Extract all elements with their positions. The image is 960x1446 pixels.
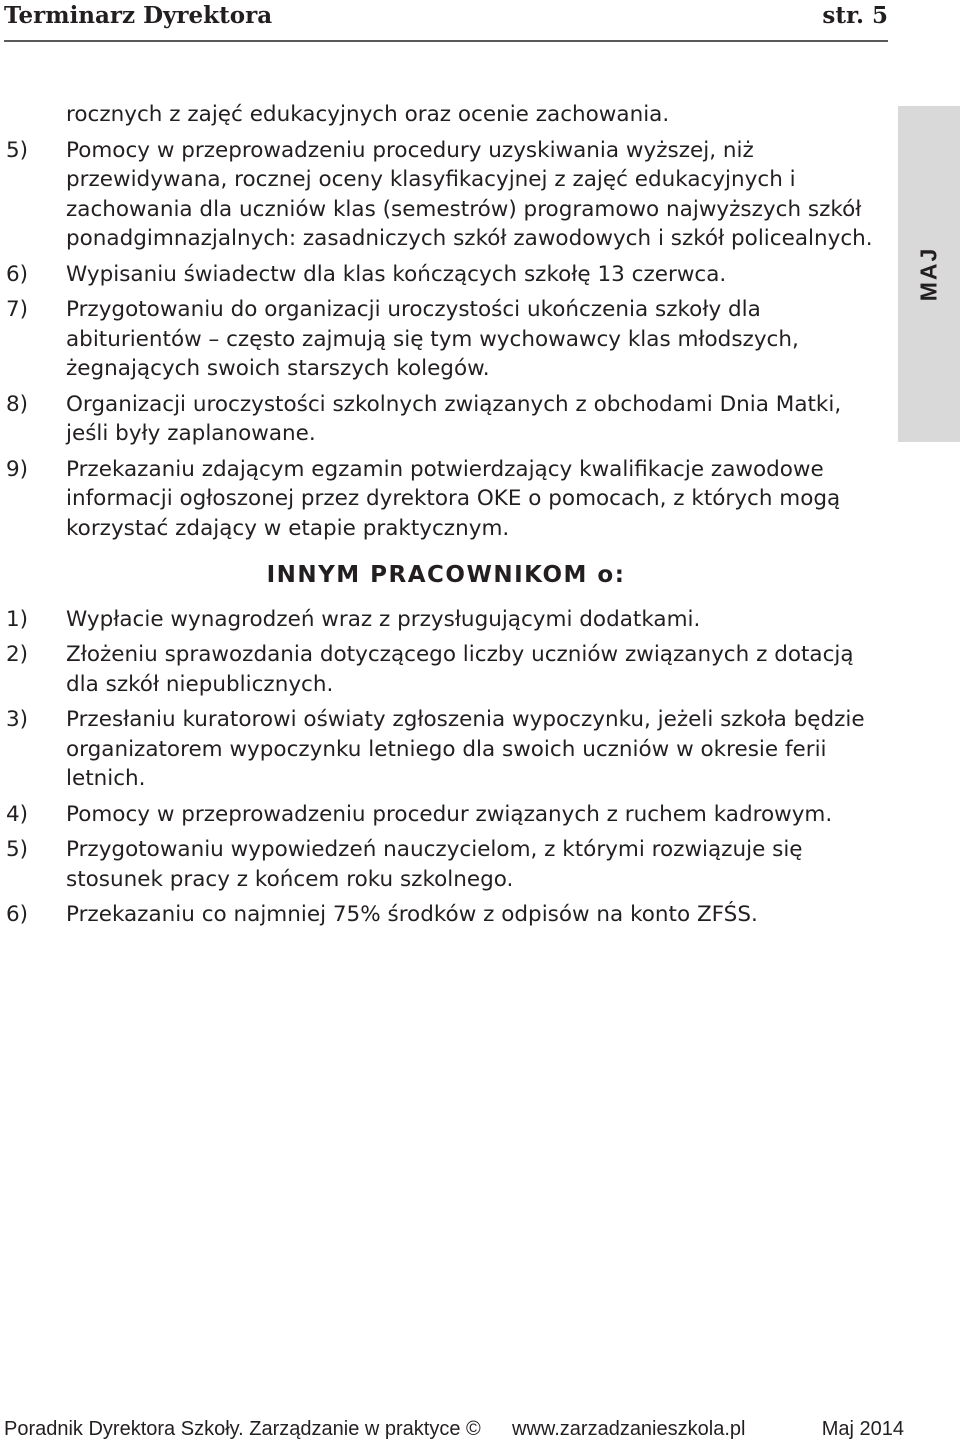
list-item-number: 1) xyxy=(6,606,29,632)
list-item-text: Wypisaniu świadectw dla klas kończących szkołę 13 czerwca. xyxy=(66,261,727,287)
list-item xyxy=(6,455,886,544)
header-title: Terminarz Dyrektora xyxy=(4,2,273,29)
list-item-text: Przygotowaniu wypowiedzeń nauczycielom, z którymi rozwiązuje się stosunek pracy z końcem roku szkolnego. xyxy=(66,837,803,892)
task-list-1 xyxy=(6,136,886,544)
list-item xyxy=(6,390,886,449)
list-item-number: 9) xyxy=(6,456,29,482)
list-item-number: 3) xyxy=(6,707,29,732)
page-header xyxy=(4,0,888,42)
list-item xyxy=(6,136,886,254)
list-item-number: 8) xyxy=(6,391,29,417)
list-item-number: 7) xyxy=(6,297,29,322)
list-item-number: 6) xyxy=(6,902,29,927)
list-item xyxy=(6,835,886,894)
list-item-number: 2) xyxy=(6,642,29,667)
list-item xyxy=(6,900,886,930)
footer-publication: Poradnik Dyrektora Szkoły. Zarządzanie w praktyce © xyxy=(4,1418,481,1440)
list-item xyxy=(6,260,886,290)
list-item-text: Pomocy w przeprowadzeniu procedury uzyskiwania wyższej, niż przewidywana, rocznej oceny klasyfikacyjnej z zajęć edukacyjnych i zachowania dla uczniów klas (semestrów) programowo najwyższych szkół ponadgimnazjalnych: zasadniczych szkół zawodowych i szkół policealnych. xyxy=(66,137,873,251)
list-item-number: 5) xyxy=(6,137,29,163)
list-item-text: Przekazaniu zdającym egzamin potwierdzający kwalifikacje zawodowe informacji ogłoszonej przez dyrektora OKE o pomocach, z których mogą korzystać zdający w etapie praktycznym. xyxy=(66,456,841,541)
task-list-2 xyxy=(6,605,886,930)
month-tab-label: MAJ xyxy=(915,246,942,302)
section-heading: INNYM PRACOWNIKOM o: xyxy=(266,562,626,588)
footer-url: www.zarzadzanieszkola.pl xyxy=(512,1418,746,1440)
list-item-text: Złożeniu sprawozdania dotyczącego liczby uczniów związanych z dotacją dla szkół niepublicznych. xyxy=(66,642,854,697)
page-number: str. 5 xyxy=(822,2,888,29)
list-item-number: 6) xyxy=(6,261,29,287)
continuation-text: rocznych z zajęć edukacyjnych oraz ocenie zachowania. xyxy=(66,102,670,127)
list-item xyxy=(6,295,886,384)
list-item-text: Wypłacie wynagrodzeń wraz z przysługującymi dodatkami. xyxy=(66,606,701,632)
list-item-text: Organizacji uroczystości szkolnych związanych z obchodami Dnia Matki, jeśli były zaplanowane. xyxy=(66,391,842,446)
page-footer xyxy=(4,1418,904,1446)
page-content xyxy=(6,100,886,936)
list-item xyxy=(6,800,886,830)
list-item-number: 4) xyxy=(6,801,29,827)
list-item xyxy=(6,640,886,699)
list-item-text: Przygotowaniu do organizacji uroczystości ukończenia szkoły dla abiturientów – często zajmują się tym wychowawcy klas młodszych, żegnających swoich starszych kolegów. xyxy=(66,297,799,381)
list-item-number: 5) xyxy=(6,837,29,862)
list-item-text: Przesłaniu kuratorowi oświaty zgłoszenia wypoczynku, jeżeli szkoła będzie organizatorem wypoczynku letniego dla swoich uczniów w okresie ferii letnich. xyxy=(66,707,865,791)
footer-date: Maj 2014 xyxy=(821,1418,904,1440)
list-item xyxy=(6,705,886,794)
list-item-text: Pomocy w przeprowadzeniu procedur związanych z ruchem kadrowym. xyxy=(66,801,833,827)
list-item-text: Przekazaniu co najmniej 75% środków z odpisów na konto ZFŚS. xyxy=(66,902,758,927)
list-item xyxy=(6,605,886,635)
month-tab xyxy=(898,106,960,442)
